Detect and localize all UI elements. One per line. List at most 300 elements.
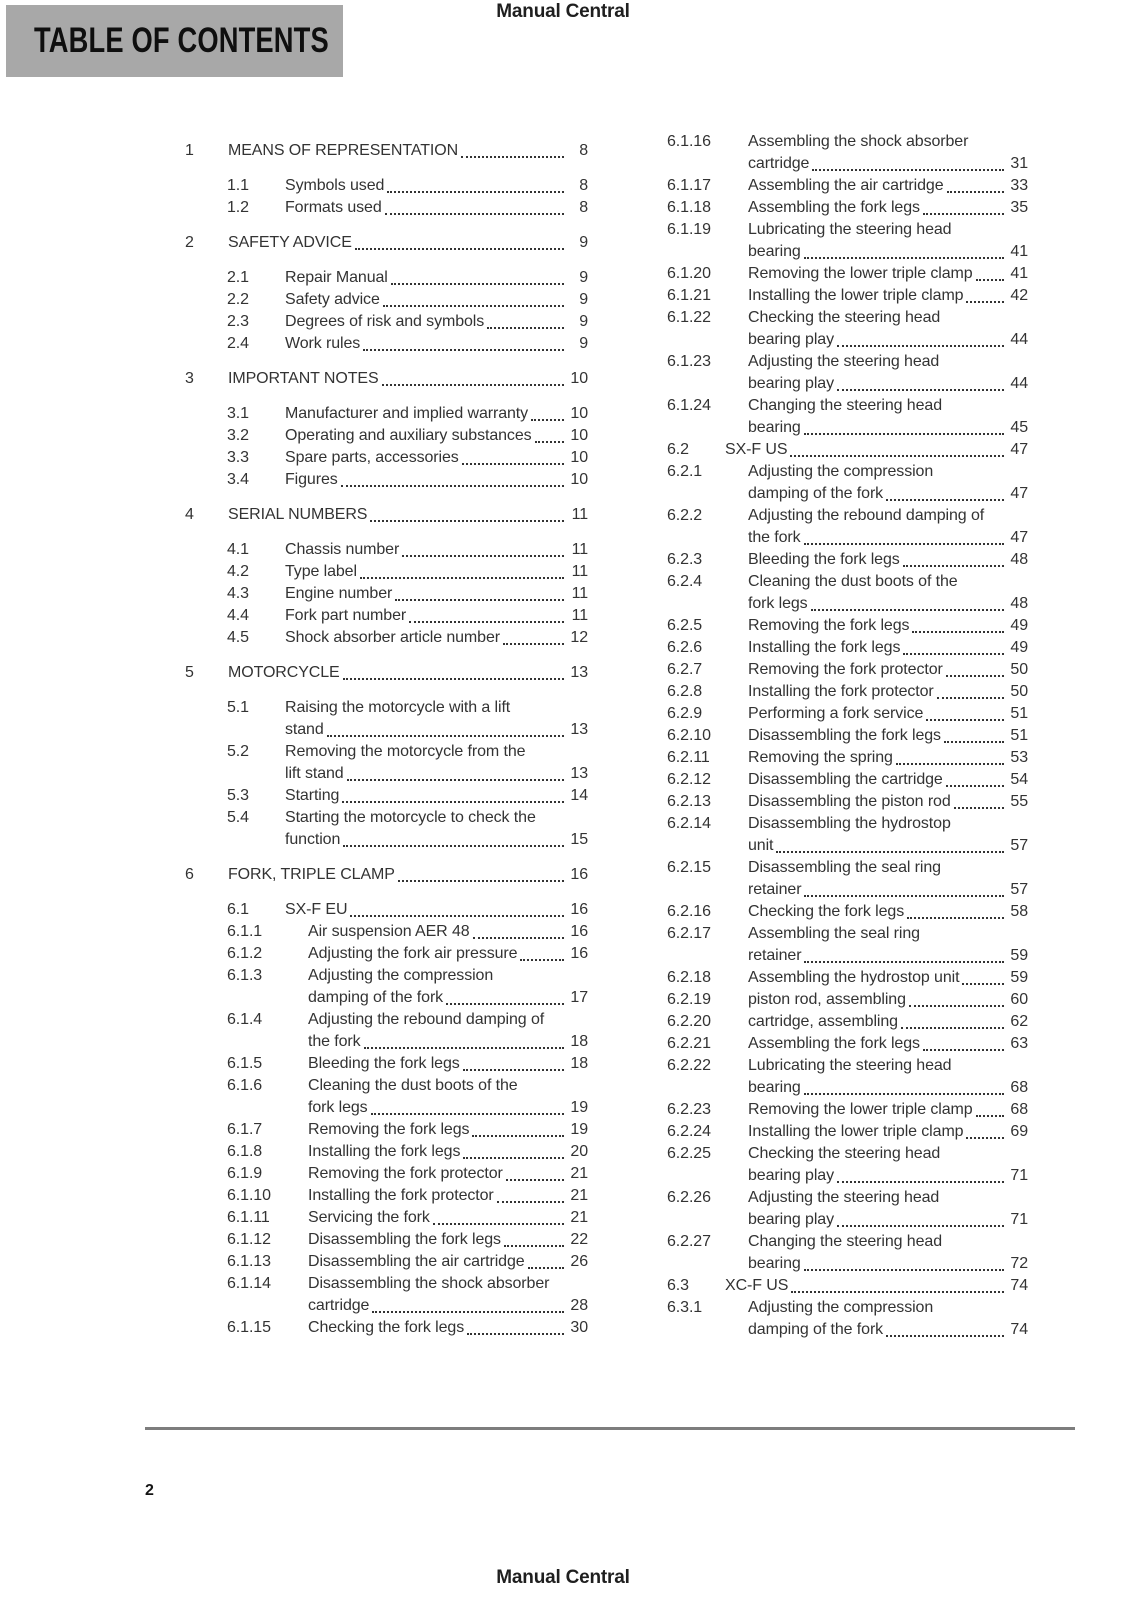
dot-leader	[467, 1333, 564, 1335]
dot-leader	[360, 577, 564, 579]
toc-entry-body	[308, 1229, 588, 1251]
toc-entry-title: Assembling the fork legs	[748, 199, 920, 216]
toc-entry-number: 6.1.22	[667, 309, 711, 326]
toc-entry-title-line: Checking the steering head	[748, 309, 941, 326]
toc-entry-number: 6.2.18	[667, 969, 711, 986]
toc-entry-title: IMPORTANT NOTES	[228, 370, 379, 387]
dot-leader	[804, 543, 1004, 545]
toc-entry-title-line	[285, 403, 588, 425]
toc-entry-title-line	[748, 769, 1028, 791]
dot-leader	[901, 1027, 1004, 1029]
toc-entry-title-line	[228, 140, 588, 162]
toc-entry-title-line	[308, 1053, 588, 1075]
toc-entry-number: 6.2.15	[667, 859, 711, 876]
dot-leader	[837, 389, 1004, 391]
dot-leader	[343, 845, 564, 847]
toc-entry-number: 6.2.13	[667, 793, 711, 810]
dot-leader	[937, 697, 1004, 699]
toc-entry-page: 8	[579, 142, 588, 159]
toc-entry	[625, 681, 1028, 703]
toc-entry	[625, 131, 1028, 175]
dot-leader	[463, 1157, 564, 1159]
toc-entry-title: the fork	[748, 529, 801, 546]
toc-entry-page: 9	[579, 313, 588, 330]
toc-entry-title-line	[748, 417, 1028, 439]
toc-entry-title-line: Cleaning the dust boots of the	[308, 1077, 518, 1094]
toc-entry-title-line	[748, 373, 1028, 395]
dot-leader	[962, 983, 1004, 985]
dot-leader	[472, 1135, 564, 1137]
toc-entry-title: fork legs	[308, 1099, 368, 1116]
toc-entry-body	[748, 175, 1028, 197]
toc-entry-title-line	[748, 901, 1028, 923]
toc-entry-body	[308, 965, 588, 1009]
toc-entry-page: 8	[579, 199, 588, 216]
toc-entry-title: Disassembling the piston rod	[748, 793, 951, 810]
toc-entry	[625, 219, 1028, 263]
toc-banner	[6, 5, 343, 77]
toc-entry-title: MOTORCYCLE	[228, 664, 340, 681]
dot-leader	[528, 1267, 564, 1269]
toc-entry-title: Bleeding the fork legs	[748, 551, 900, 568]
toc-entry-page: 72	[1010, 1255, 1028, 1272]
toc-entry	[625, 439, 1028, 461]
toc-entry-number: 6.1.7	[227, 1121, 263, 1138]
dot-leader	[520, 959, 564, 961]
toc-entry-title-line	[308, 943, 588, 965]
toc-entry	[625, 351, 1028, 395]
toc-entry-page: 30	[570, 1319, 588, 1336]
toc-entry-title-line	[285, 175, 588, 197]
toc-entry-page: 8	[579, 177, 588, 194]
toc-banner-title: TABLE OF CONTENTS	[34, 21, 329, 60]
toc-entry	[185, 1141, 588, 1163]
dot-leader	[535, 441, 564, 443]
dot-leader	[371, 1113, 564, 1115]
toc-entry-body	[748, 1143, 1028, 1187]
toc-entry-page: 69	[1010, 1123, 1028, 1140]
toc-entry-body	[748, 549, 1028, 571]
toc-entry-title-line	[748, 329, 1028, 351]
toc-entry-number: 6.1.5	[227, 1055, 263, 1072]
dot-leader	[504, 1245, 564, 1247]
toc-entry	[185, 697, 588, 741]
toc-entry-page: 74	[1010, 1277, 1028, 1294]
toc-entry-title: Checking the fork legs	[748, 903, 905, 920]
toc-entry-number: 6.1.13	[227, 1253, 271, 1270]
toc-entry-title: Disassembling the cartridge	[748, 771, 943, 788]
dot-leader	[395, 599, 564, 601]
dot-leader	[804, 1093, 1004, 1095]
toc-entry-body	[748, 1297, 1028, 1341]
toc-entry-page: 48	[1010, 595, 1028, 612]
toc-entry	[185, 1009, 588, 1053]
dot-leader	[402, 555, 564, 557]
toc-entry-number: 6.1.9	[227, 1165, 263, 1182]
toc-entry	[625, 307, 1028, 351]
dot-leader	[837, 345, 1004, 347]
dot-leader	[903, 653, 1004, 655]
toc-entry-page: 35	[1010, 199, 1028, 216]
toc-entry-body	[285, 267, 588, 289]
toc-entry-title-line: Changing the steering head	[748, 1233, 942, 1250]
toc-entry	[185, 425, 588, 447]
toc-entry-page: 48	[1010, 551, 1028, 568]
toc-entry-title: Engine number	[285, 585, 393, 602]
toc-entry-page: 42	[1010, 287, 1028, 304]
toc-entry	[185, 899, 588, 921]
toc-entry-title-line	[228, 864, 588, 886]
toc-entry-number: 6	[185, 866, 194, 883]
toc-entry-body	[748, 1011, 1028, 1033]
toc-entry-number: 4.3	[227, 585, 249, 602]
toc-entry-body	[228, 864, 588, 886]
toc-entry-page: 41	[1010, 243, 1028, 260]
toc-entry-title: damping of the fork	[748, 1321, 884, 1338]
toc-entry	[185, 232, 588, 254]
toc-entry-body	[748, 967, 1028, 989]
toc-entry	[625, 197, 1028, 219]
dot-leader	[947, 191, 1004, 193]
toc-entry-page: 22	[570, 1231, 588, 1248]
toc-entry-body	[748, 1099, 1028, 1121]
toc-entry-title-line	[748, 153, 1028, 175]
toc-entry	[625, 769, 1028, 791]
toc-entry-number: 5.2	[227, 743, 249, 760]
toc-entry-title: bearing play	[748, 1211, 834, 1228]
toc-entry-title: Disassembling the air cartridge	[308, 1253, 525, 1270]
toc-entry-body	[228, 504, 588, 526]
toc-entry-number: 6.1.14	[227, 1275, 271, 1292]
toc-entry-number: 6.1.17	[667, 177, 711, 194]
toc-entry-title-line	[308, 1031, 588, 1053]
toc-entry	[625, 901, 1028, 923]
toc-entry-title-line	[308, 1163, 588, 1185]
toc-entry	[185, 1075, 588, 1119]
dot-leader	[391, 283, 564, 285]
dot-leader	[804, 433, 1004, 435]
toc-entry-page: 50	[1010, 683, 1028, 700]
toc-entry-title: Checking the fork legs	[308, 1319, 465, 1336]
toc-entry-title: Fork part number	[285, 607, 407, 624]
toc-entry	[625, 615, 1028, 637]
dot-leader	[837, 1225, 1004, 1227]
toc-entry-number: 6.2.9	[667, 705, 703, 722]
toc-entry-title: Disassembling the fork legs	[308, 1231, 501, 1248]
toc-entry-title: Assembling the fork legs	[748, 1035, 920, 1052]
toc-entry-number: 6.2.26	[667, 1189, 711, 1206]
toc-entry-page: 57	[1010, 881, 1028, 898]
toc-entry-title: Removing the lower triple clamp	[748, 1101, 973, 1118]
footer-rule	[145, 1427, 1075, 1430]
toc-entry-title: Chassis number	[285, 541, 400, 558]
toc-entry-body	[285, 741, 588, 785]
toc-entry-page: 10	[570, 405, 588, 422]
toc-column-right	[625, 131, 1028, 1341]
dot-leader	[966, 1137, 1004, 1139]
toc-entry	[185, 785, 588, 807]
toc-entry-title-line	[308, 1207, 588, 1229]
toc-entry-body	[748, 681, 1028, 703]
toc-entry-title: Operating and auxiliary substances	[285, 427, 532, 444]
toc-entry	[185, 1207, 588, 1229]
toc-entry-title: Removing the spring	[748, 749, 893, 766]
toc-entry-body	[748, 461, 1028, 505]
toc-entry-page: 10	[570, 370, 588, 387]
toc-entry-body	[285, 403, 588, 425]
toc-entry	[625, 747, 1028, 769]
toc-entry	[185, 447, 588, 469]
toc-entry-page: 47	[1010, 441, 1028, 458]
toc-entry-body	[285, 425, 588, 447]
toc-entry-body	[308, 943, 588, 965]
toc-entry-page: 10	[570, 471, 588, 488]
dot-leader	[370, 520, 564, 522]
toc-entry	[185, 197, 588, 219]
toc-entry-title-line: Adjusting the rebound damping of	[748, 507, 985, 524]
toc-entry-page: 11	[571, 585, 588, 602]
toc-entry	[625, 571, 1028, 615]
toc-entry-body	[748, 1121, 1028, 1143]
toc-entry-number: 2	[185, 234, 194, 251]
toc-entry-title: Repair Manual	[285, 269, 388, 286]
toc-entry-body	[308, 1075, 588, 1119]
toc-entry-body	[285, 561, 588, 583]
toc-entry	[625, 1033, 1028, 1055]
toc-entry	[625, 263, 1028, 285]
toc-entry-title-line: Adjusting the steering head	[748, 353, 940, 370]
toc-entry-page: 55	[1010, 793, 1028, 810]
dot-leader	[382, 384, 564, 386]
toc-entry-title-line: Changing the steering head	[748, 397, 942, 414]
toc-entry-number: 6.2.16	[667, 903, 711, 920]
toc-entry-title-line	[285, 719, 588, 741]
toc-entry	[185, 311, 588, 333]
toc-entry-body	[308, 1185, 588, 1207]
toc-entry-title: bearing	[748, 419, 801, 436]
toc-entry-body	[285, 807, 588, 851]
toc-entry-page: 47	[1010, 529, 1028, 546]
toc-entry	[185, 1053, 588, 1075]
toc-entry-title-line: Checking the steering head	[748, 1145, 941, 1162]
toc-entry-body	[308, 1273, 588, 1317]
toc-entry-title-line	[748, 1319, 1028, 1341]
toc-entry-title-line: Adjusting the compression	[748, 463, 934, 480]
toc-entry-number: 6.1.11	[227, 1209, 270, 1226]
toc-entry-title: bearing	[748, 1079, 801, 1096]
toc-entry	[625, 1143, 1028, 1187]
toc-entry-body	[308, 1207, 588, 1229]
toc-entry-number: 6.1.8	[227, 1143, 263, 1160]
dot-leader	[903, 565, 1004, 567]
toc-entry-title: Type label	[285, 563, 357, 580]
toc-entry-body	[285, 289, 588, 311]
toc-entry	[185, 965, 588, 1009]
toc-entry-page: 44	[1010, 331, 1028, 348]
toc-entry-number: 3	[185, 370, 194, 387]
toc-entry-title-line	[748, 285, 1028, 307]
toc-entry-title-line	[285, 447, 588, 469]
dot-leader	[343, 678, 564, 680]
toc-entry-number: 6.2.8	[667, 683, 703, 700]
toc-entry-page: 16	[570, 923, 588, 940]
dot-leader	[347, 779, 564, 781]
toc-entry-number: 1.2	[227, 199, 249, 216]
toc-entry-number: 2.1	[227, 269, 249, 286]
toc-entry-body	[285, 539, 588, 561]
toc-entry-number: 6.2	[667, 441, 689, 458]
toc-entry	[625, 1011, 1028, 1033]
toc-entry-title: Air suspension AER 48	[308, 923, 470, 940]
toc-entry-body	[748, 703, 1028, 725]
dot-leader	[837, 1181, 1004, 1183]
toc-entry-title: fork legs	[748, 595, 808, 612]
dot-leader	[487, 327, 564, 329]
dot-leader	[364, 1047, 564, 1049]
toc-entry-title: cartridge	[748, 155, 810, 172]
dot-leader	[804, 961, 1004, 963]
toc-entry-page: 53	[1010, 749, 1028, 766]
toc-entry-title: bearing play	[748, 1167, 834, 1184]
toc-entry-title-line	[308, 1295, 588, 1317]
toc-entry-title: Assembling the air cartridge	[748, 177, 944, 194]
toc-entry-body	[285, 469, 588, 491]
toc-entry-page: 19	[570, 1099, 588, 1116]
toc-entry-page: 59	[1010, 969, 1028, 986]
toc-entry-title-line	[748, 615, 1028, 637]
toc-entry-number: 6.1.2	[227, 945, 263, 962]
dot-leader	[896, 763, 1004, 765]
toc-entry-title: Performing a fork service	[748, 705, 924, 722]
dot-leader	[907, 917, 1004, 919]
toc-entry-title: Removing the fork protector	[748, 661, 943, 678]
toc-entry-title: Removing the fork protector	[308, 1165, 503, 1182]
toc-entry-title-line	[748, 967, 1028, 989]
toc-entry-body	[308, 921, 588, 943]
toc-entry-title-line: Adjusting the steering head	[748, 1189, 940, 1206]
toc-entry-title-line	[748, 527, 1028, 549]
toc-entry-title-line	[285, 425, 588, 447]
toc-entry-title-line	[748, 879, 1028, 901]
toc-entry-title: piston rod, assembling	[748, 991, 906, 1008]
toc-entry-number: 6.2.1	[667, 463, 703, 480]
toc-entry	[625, 1055, 1028, 1099]
toc-entry-page: 15	[570, 831, 588, 848]
toc-entry	[625, 791, 1028, 813]
toc-entry-page: 10	[570, 427, 588, 444]
dot-leader	[954, 807, 1004, 809]
toc-entry-title-line	[308, 1097, 588, 1119]
header-brand: Manual Central	[496, 1, 630, 22]
dot-leader	[804, 1269, 1004, 1271]
toc-entry	[625, 505, 1028, 549]
dot-leader	[433, 1223, 564, 1225]
toc-entry-number: 6.2.24	[667, 1123, 711, 1140]
toc-entry-title-line: Lubricating the steering head	[748, 221, 952, 238]
toc-entry-number: 4.4	[227, 607, 249, 624]
footer-brand: Manual Central	[496, 1567, 630, 1588]
toc-entry-number: 3.2	[227, 427, 249, 444]
toc-entry-page: 33	[1010, 177, 1028, 194]
toc-entry-page: 16	[570, 901, 588, 918]
toc-entry-body	[285, 197, 588, 219]
dot-leader	[944, 741, 1004, 743]
toc-entry-page: 68	[1010, 1101, 1028, 1118]
dot-leader	[398, 880, 564, 882]
toc-entry-number: 6.2.3	[667, 551, 703, 568]
toc-entry-title-line	[308, 1251, 588, 1273]
toc-entry-title: Degrees of risk and symbols	[285, 313, 485, 330]
toc-entry-title-line	[748, 1011, 1028, 1033]
toc-entry-number: 6.2.7	[667, 661, 703, 678]
toc-entry-page: 11	[571, 506, 588, 523]
toc-entry	[185, 1229, 588, 1251]
toc-entry-page: 51	[1010, 727, 1028, 744]
toc-entry-title: Adjusting the fork air pressure	[308, 945, 518, 962]
toc-entry-title: function	[285, 831, 341, 848]
toc-entry-title-line	[748, 747, 1028, 769]
toc-entry-page: 20	[570, 1143, 588, 1160]
toc-entry-number: 6.1.21	[667, 287, 711, 304]
toc-entry-number: 6.1.18	[667, 199, 711, 216]
dot-leader	[926, 719, 1004, 721]
toc-entry-title-line	[748, 263, 1028, 285]
dot-leader	[886, 1335, 1004, 1337]
toc-entry	[185, 175, 588, 197]
toc-entry-page: 71	[1010, 1211, 1028, 1228]
toc-entry-page: 45	[1010, 419, 1028, 436]
toc-entry-page: 21	[570, 1187, 588, 1204]
toc-entry-page: 50	[1010, 661, 1028, 678]
toc-entry-page: 71	[1010, 1167, 1028, 1184]
toc-entry-title: lift stand	[285, 765, 344, 782]
toc-entry-body	[748, 791, 1028, 813]
toc-entry	[185, 921, 588, 943]
dot-leader	[342, 801, 564, 803]
toc-entry-number: 6.2.22	[667, 1057, 711, 1074]
toc-entry-title: Installing the fork protector	[308, 1187, 494, 1204]
dot-leader	[327, 735, 564, 737]
toc-entry	[625, 857, 1028, 901]
toc-entry-title-line	[308, 1119, 588, 1141]
toc-entry	[625, 989, 1028, 1011]
dot-leader	[409, 621, 564, 623]
toc-entry-body	[748, 659, 1028, 681]
toc-entry-number: 2.4	[227, 335, 249, 352]
toc-entry-title-line	[748, 241, 1028, 263]
toc-entry-body	[285, 697, 588, 741]
toc-entry-title: Assembling the hydrostop unit	[748, 969, 960, 986]
toc-entry-body	[748, 1055, 1028, 1099]
toc-entry-title: bearing play	[748, 375, 834, 392]
toc-entry-title-line	[285, 561, 588, 583]
toc-entry-number: 6.2.20	[667, 1013, 711, 1030]
toc-entry-title: Formats used	[285, 199, 382, 216]
toc-entry-title-line	[748, 1099, 1028, 1121]
toc-entry-body	[748, 615, 1028, 637]
toc-entry-title-line	[748, 1121, 1028, 1143]
toc-entry-body	[748, 747, 1028, 769]
toc-entry-body	[725, 1275, 1028, 1297]
toc-entry-body	[748, 857, 1028, 901]
toc-entry-title-line	[285, 539, 588, 561]
toc-entry-page: 49	[1010, 617, 1028, 634]
toc-entry-number: 6.1.15	[227, 1319, 271, 1336]
toc-entry-number: 4.2	[227, 563, 249, 580]
toc-entry	[185, 469, 588, 491]
toc-entry-body	[748, 769, 1028, 791]
toc-entry	[625, 703, 1028, 725]
